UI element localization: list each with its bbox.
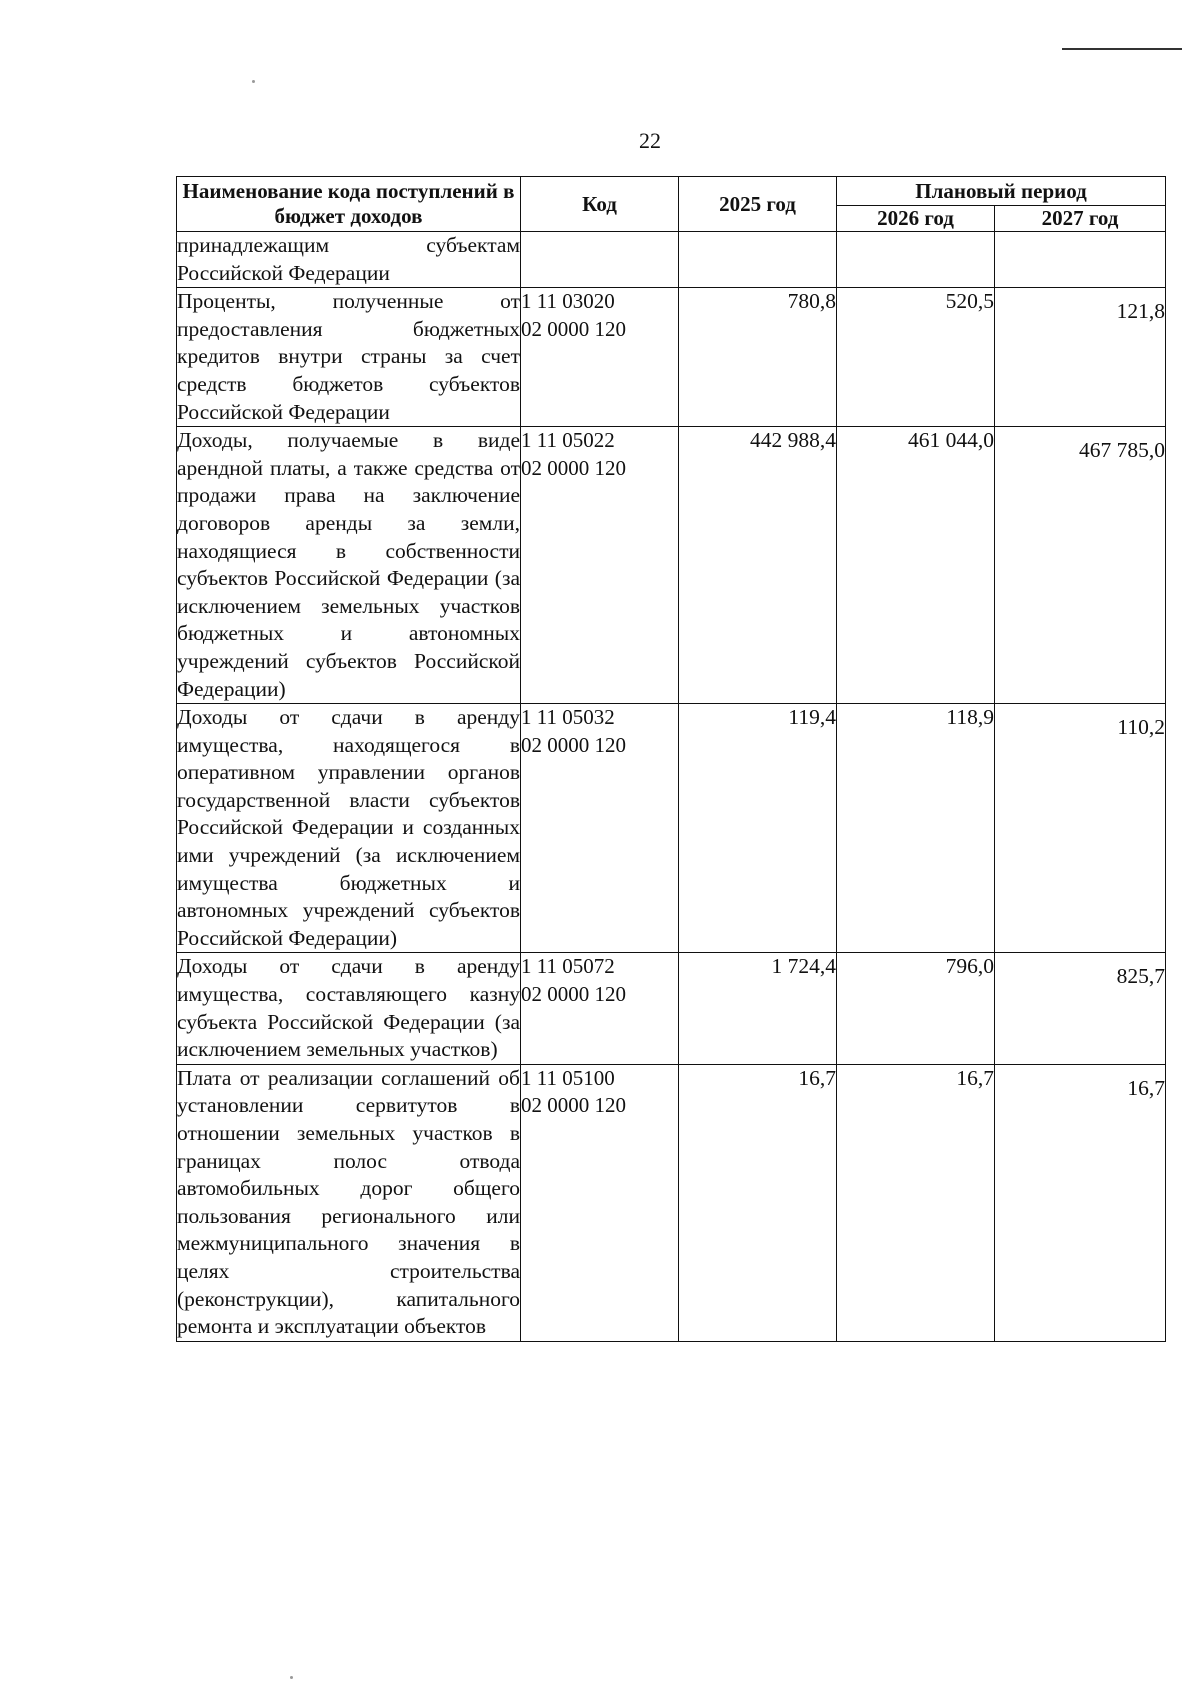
page-number: 22 bbox=[639, 128, 661, 153]
row-2027-cell: 467 785,0 bbox=[995, 427, 1166, 704]
row-2026-cell: 520,5 bbox=[837, 288, 995, 427]
table-row bbox=[177, 427, 1166, 704]
row-2025-cell bbox=[679, 232, 837, 288]
row-2026-cell: 118,9 bbox=[837, 704, 995, 953]
row-2025-cell: 780,8 bbox=[679, 288, 837, 427]
row-code-cell: 1 11 03020 02 0000 120 bbox=[521, 288, 679, 427]
header-2025: 2025 год bbox=[679, 177, 837, 232]
row-name-cell: Доходы, получаемые в виде арендной платы, а также средства от продажи права на заключение договоров аренды за земли, находящиеся в собственности субъектов Российской Федерации (за исключением земельных участков бюджетных и автономных учреждений субъектов Российской Федерации) bbox=[177, 427, 521, 704]
row-2026-cell: 16,7 bbox=[837, 1064, 995, 1341]
row-2027-cell bbox=[995, 232, 1166, 288]
row-code-cell bbox=[521, 232, 679, 288]
header-plan-period: Плановый период bbox=[837, 177, 1166, 206]
table-header-row bbox=[177, 177, 1166, 206]
row-name-cell: принадлежащим субъектам Российской Федерации bbox=[177, 232, 521, 288]
budget-table bbox=[176, 176, 1166, 1342]
header-name: Наименование кода поступлений в бюджет доходов bbox=[177, 177, 521, 232]
row-2027-cell: 121,8 bbox=[995, 288, 1166, 427]
header-2026: 2026 год bbox=[837, 206, 995, 232]
row-2025-cell: 1 724,4 bbox=[679, 953, 837, 1064]
row-code-cell: 1 11 05100 02 0000 120 bbox=[521, 1064, 679, 1341]
table-body bbox=[177, 232, 1166, 1342]
row-code-cell: 1 11 05072 02 0000 120 bbox=[521, 953, 679, 1064]
row-name-cell: Плата от реализации соглашений об установлении сервитутов в отношении земельных участков в границах полос отвода автомобильных дорог общего пользования регионального или межмуниципального значения в целях строительства (реконструкции), капитального ремонта и эксплуатации объектов bbox=[177, 1064, 521, 1341]
scan-speck bbox=[290, 1676, 293, 1679]
row-code-cell: 1 11 05032 02 0000 120 bbox=[521, 704, 679, 953]
row-2025-cell: 119,4 bbox=[679, 704, 837, 953]
row-name-cell: Доходы от сдачи в аренду имущества, находящегося в оперативном управлении органов государственной власти субъектов Российской Федерации и созданных ими учреждений (за исключением имущества бюджетных и автономных учреждений субъектов Российской Федерации) bbox=[177, 704, 521, 953]
row-2025-cell: 442 988,4 bbox=[679, 427, 837, 704]
row-2026-cell: 461 044,0 bbox=[837, 427, 995, 704]
table-row bbox=[177, 1064, 1166, 1341]
header-2027: 2027 год bbox=[995, 206, 1166, 232]
row-name-cell: Доходы от сдачи в аренду имущества, составляющего казну субъекта Российской Федерации (за исключением земельных участков) bbox=[177, 953, 521, 1064]
row-name-cell: Проценты, полученные от предоставления бюджетных кредитов внутри страны за счет средств бюджетов субъектов Российской Федерации bbox=[177, 288, 521, 427]
scan-speck bbox=[252, 80, 255, 83]
row-2027-cell: 825,7 bbox=[995, 953, 1166, 1064]
row-2025-cell: 16,7 bbox=[679, 1064, 837, 1341]
table-row bbox=[177, 288, 1166, 427]
table-row bbox=[177, 232, 1166, 288]
top-edge-line bbox=[1062, 48, 1182, 50]
row-code-cell: 1 11 05022 02 0000 120 bbox=[521, 427, 679, 704]
table-row bbox=[177, 953, 1166, 1064]
row-2027-cell: 16,7 bbox=[995, 1064, 1166, 1341]
header-code: Код bbox=[521, 177, 679, 232]
row-2026-cell: 796,0 bbox=[837, 953, 995, 1064]
table-row bbox=[177, 704, 1166, 953]
row-2027-cell: 110,2 bbox=[995, 704, 1166, 953]
row-2026-cell bbox=[837, 232, 995, 288]
